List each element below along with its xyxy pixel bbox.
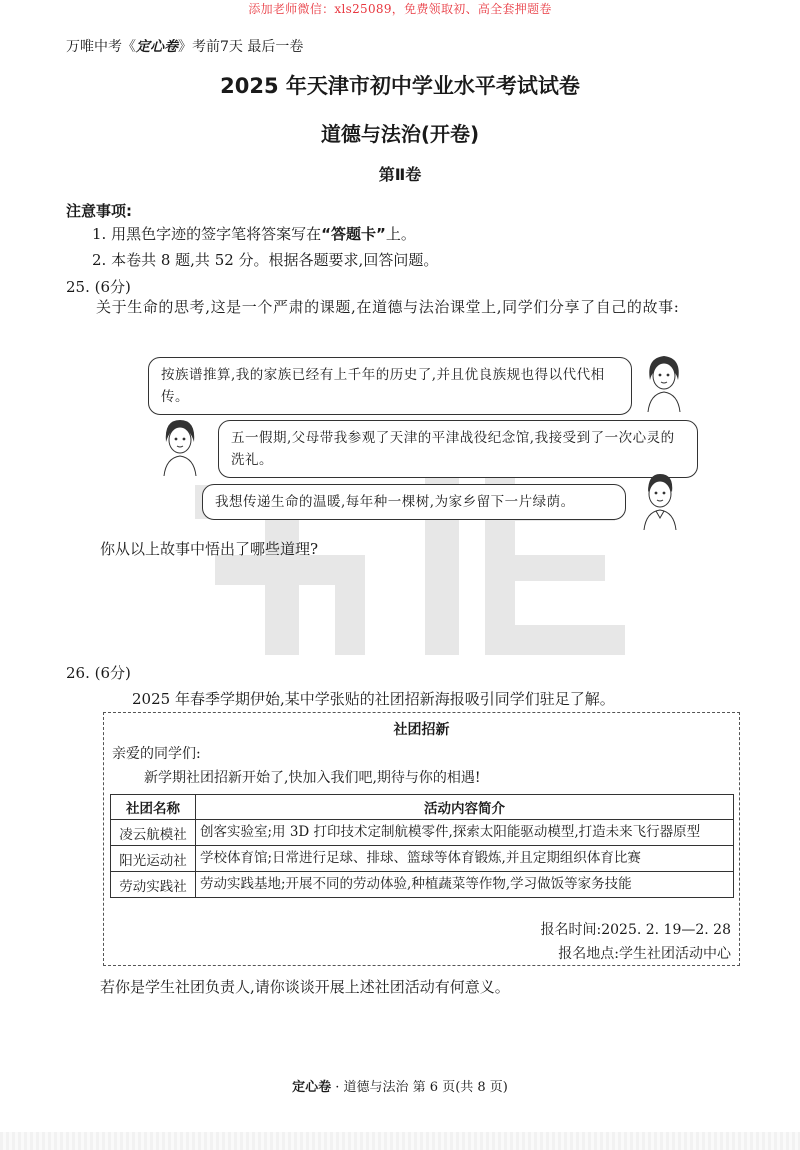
- club-name: 凌云航模社: [111, 820, 196, 846]
- table-header-row: [111, 795, 734, 820]
- q25-question: 你从以上故事中悟出了哪些道理?: [100, 540, 319, 558]
- notice-item1-prefix: 1. 用黑色字迹的签字笔将答案写在: [92, 225, 322, 243]
- poster-title: 社团招新: [393, 722, 450, 738]
- notice-heading: 注意事项:: [66, 202, 132, 220]
- series-bold: 定心卷: [136, 39, 178, 55]
- registration-time: 报名时间:2025. 2. 19—2. 28: [540, 922, 731, 938]
- notice-item1-bold: “答题卡”: [321, 225, 386, 243]
- club-table: [110, 794, 734, 898]
- notice-item1-suffix: 上。: [385, 225, 416, 243]
- exam-subject: 道德与法治(开卷): [320, 122, 480, 146]
- table-row: [111, 872, 734, 898]
- table-row: [111, 820, 734, 846]
- q26-intro: 2025 年春季学期伊始,某中学张贴的社团招新海报吸引同学们驻足了解。: [132, 690, 615, 708]
- footer-bold: 定心卷: [292, 1080, 332, 1095]
- scan-edge: [0, 1132, 800, 1150]
- top-banner: 添加老师微信：xls25089，免费领取初、高全套押题卷: [248, 2, 552, 16]
- series-suffix: 》考前7天 最后一卷: [178, 39, 304, 55]
- poster-intro: 新学期社团招新开始了,快加入我们吧,期待与你的相遇!: [144, 770, 481, 786]
- speech-bubble-1: 按族谱推算,我的家族已经有上千年的历史了,并且优良族规也得以代代相传。: [148, 357, 632, 415]
- q25-number: 25. (6分): [66, 278, 131, 296]
- header-activity: 活动内容简介: [196, 795, 734, 820]
- q26-question: 若你是学生社团负责人,请你谈谈开展上述社团活动有何意义。: [100, 978, 510, 996]
- speech-bubble-2: 五一假期,父母带我参观了天津的平津战役纪念馆,我接受到了一次心灵的洗礼。: [218, 420, 698, 478]
- notice-item-1: [92, 223, 416, 244]
- header-club-name: 社团名称: [111, 795, 196, 820]
- series-header: [66, 36, 303, 56]
- boy-avatar-icon: [636, 468, 684, 530]
- page-footer: [0, 1076, 800, 1095]
- speech-bubble-3: 我想传递生命的温暖,每年种一棵树,为家乡留下一片绿荫。: [202, 484, 626, 520]
- poster-greeting: 亲爱的同学们:: [112, 746, 201, 762]
- q25-intro: 关于生命的思考,这是一个严肃的课题,在道德与法治课堂上,同学们分享了自己的故事:: [96, 298, 680, 316]
- notice-item-2: 2. 本卷共 8 题,共 52 分。根据各题要求,回答问题。: [92, 251, 439, 269]
- registration-place: 报名地点:学生社团活动中心: [558, 946, 731, 962]
- q26-number: 26. (6分): [66, 664, 131, 682]
- club-name: 阳光运动社: [111, 846, 196, 872]
- club-desc: 创客实验室;用 3D 打印技术定制航模零件,探索太阳能驱动模型,打造未来飞行器原型: [196, 820, 734, 846]
- girl2-avatar-icon: [156, 414, 204, 476]
- club-desc: 学校体育馆;日常进行足球、排球、篮球等体育锻炼,并且定期组织体育比赛: [196, 846, 734, 872]
- exam-title: 2025 年天津市初中学业水平考试试卷: [220, 74, 580, 98]
- recruit-poster: [103, 712, 740, 966]
- club-desc: 劳动实践基地;开展不同的劳动体验,种植蔬菜等作物,学习做饭等家务技能: [196, 872, 734, 898]
- footer-rest: · 道德与法治 第 6 页(共 8 页): [331, 1080, 508, 1095]
- club-name: 劳动实践社: [111, 872, 196, 898]
- series-prefix: 万唯中考《: [66, 39, 136, 55]
- table-row: [111, 846, 734, 872]
- girl-avatar-icon: [640, 350, 688, 412]
- exam-volume: 第Ⅱ卷: [378, 165, 422, 184]
